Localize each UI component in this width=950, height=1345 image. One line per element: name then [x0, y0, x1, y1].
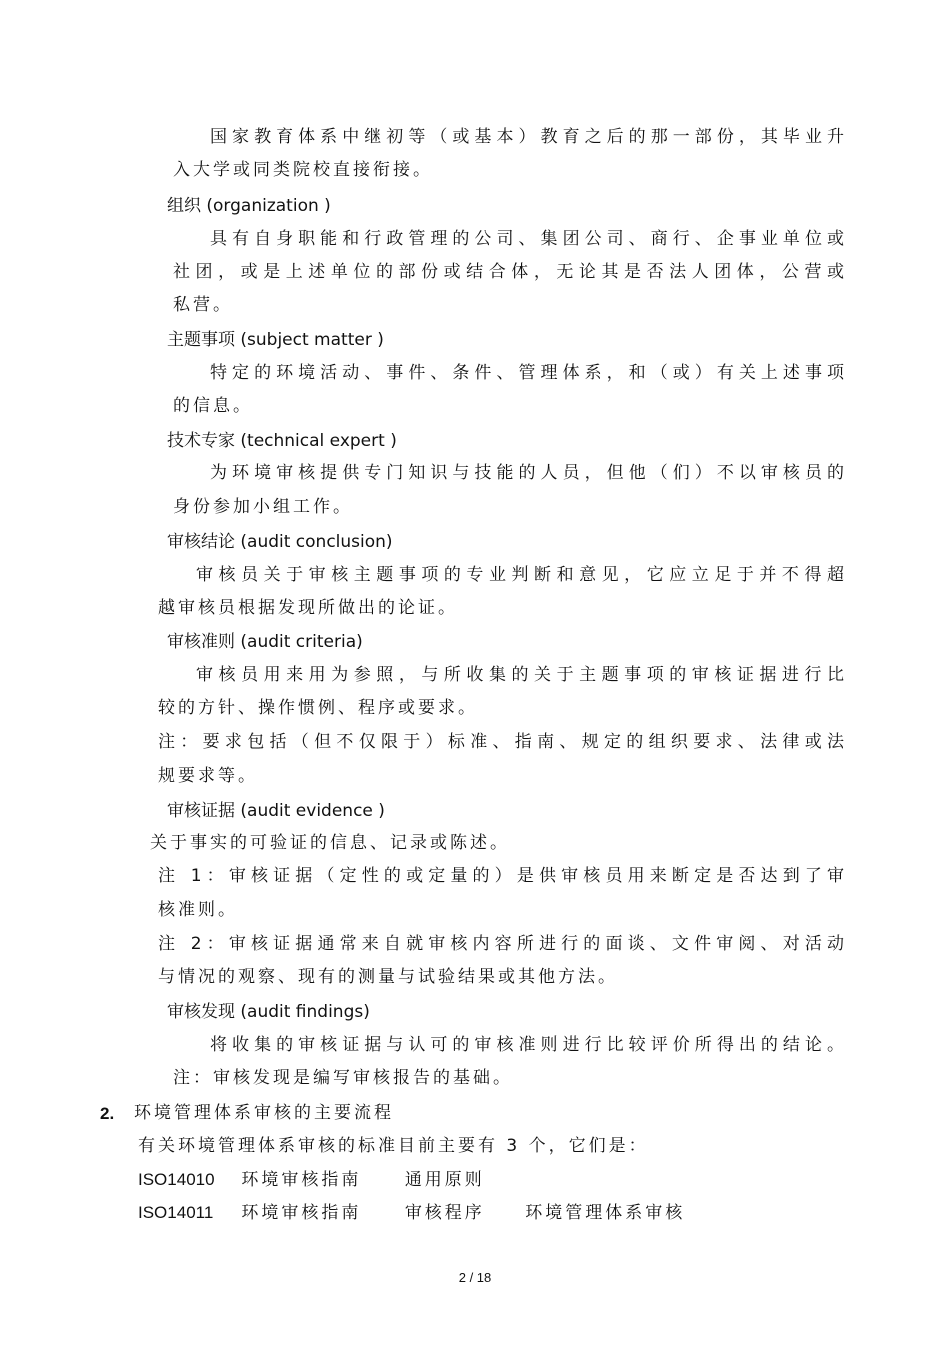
paragraph-line: 身份参加小组工作。 — [173, 497, 353, 517]
standard-code: ISO14011 — [138, 1203, 214, 1222]
note-line: 注 1：审核证据（定性的或定量的）是供审核员用来断定是否达到了审 — [158, 866, 844, 886]
standard-name: 环境审核指南 — [241, 1203, 362, 1223]
note-line: 与情况的观察、现有的测量与试验结果或其他方法。 — [158, 967, 618, 987]
paragraph-line: 的信息。 — [173, 396, 253, 416]
note-line: 注：要求包括（但不仅限于）标准、指南、规定的组织要求、法律或法 — [158, 732, 844, 752]
paragraph-line: 关于事实的可验证的信息、记录或陈述。 — [150, 833, 510, 853]
paragraph-line: 特定的环境活动、事件、条件、管理体系，和（或）有关上述事项 — [210, 363, 844, 383]
paragraph-line: 较的方针、操作惯例、程序或要求。 — [158, 698, 478, 718]
note-line: 规要求等。 — [158, 766, 258, 786]
section-intro: 有关环境管理体系审核的标准目前主要有 3 个，它们是： — [138, 1136, 649, 1156]
standard-part: 通用原则 — [404, 1170, 485, 1190]
paragraph-line: 审核员关于审核主题事项的专业判断和意见，它应立足于并不得超 — [196, 565, 844, 585]
standard-row — [138, 1169, 485, 1191]
page-number: 2 / 18 — [458, 1270, 492, 1285]
paragraph-line: 国家教育体系中继初等（或基本）教育之后的那一部份，其毕业升 — [210, 127, 844, 147]
paragraph-line: 为环境审核提供专门知识与技能的人员，但他（们）不以审核员的 — [210, 463, 844, 483]
note-line: 注：审核发现是编写审核报告的基础。 — [173, 1068, 513, 1088]
standard-row — [138, 1202, 685, 1224]
standard-name: 环境审核指南 — [241, 1170, 362, 1190]
term-heading: 组织 (organization ) — [167, 196, 331, 216]
term-heading: 审核证据 (audit evidence ) — [167, 801, 385, 821]
standard-part: 审核程序 — [404, 1203, 485, 1223]
term-heading: 主题事项 (subject matter ) — [167, 330, 384, 350]
section-number: 2. — [100, 1104, 115, 1123]
term-heading: 技术专家 (technical expert ) — [167, 431, 397, 451]
paragraph-line: 入大学或同类院校直接衔接。 — [173, 160, 433, 180]
standard-code: ISO14010 — [138, 1170, 215, 1189]
paragraph-line: 将收集的审核证据与认可的审核准则进行比较评价所得出的结论。 — [210, 1035, 844, 1055]
term-heading: 审核结论 (audit conclusion) — [167, 532, 393, 552]
term-heading: 审核准则 (audit criteria) — [167, 632, 363, 652]
section-title: 环境管理体系审核的主要流程 — [134, 1103, 394, 1123]
standard-extra: 环境管理体系审核 — [525, 1203, 686, 1223]
paragraph-line: 私营。 — [173, 295, 233, 315]
paragraph-line: 审核员用来用为参照，与所收集的关于主题事项的审核证据进行比 — [196, 665, 844, 685]
term-heading: 审核发现 (audit findings) — [167, 1002, 370, 1022]
note-line: 核准则。 — [158, 900, 238, 920]
paragraph-line: 社团，或是上述单位的部份或结合体，无论其是否法人团体，公营或 — [173, 262, 844, 282]
paragraph-line: 具有自身职能和行政管理的公司、集团公司、商行、企事业单位或 — [210, 229, 844, 249]
paragraph-line: 越审核员根据发现所做出的论证。 — [158, 598, 458, 618]
note-line: 注 2：审核证据通常来自就审核内容所进行的面谈、文件审阅、对活动 — [158, 934, 844, 954]
